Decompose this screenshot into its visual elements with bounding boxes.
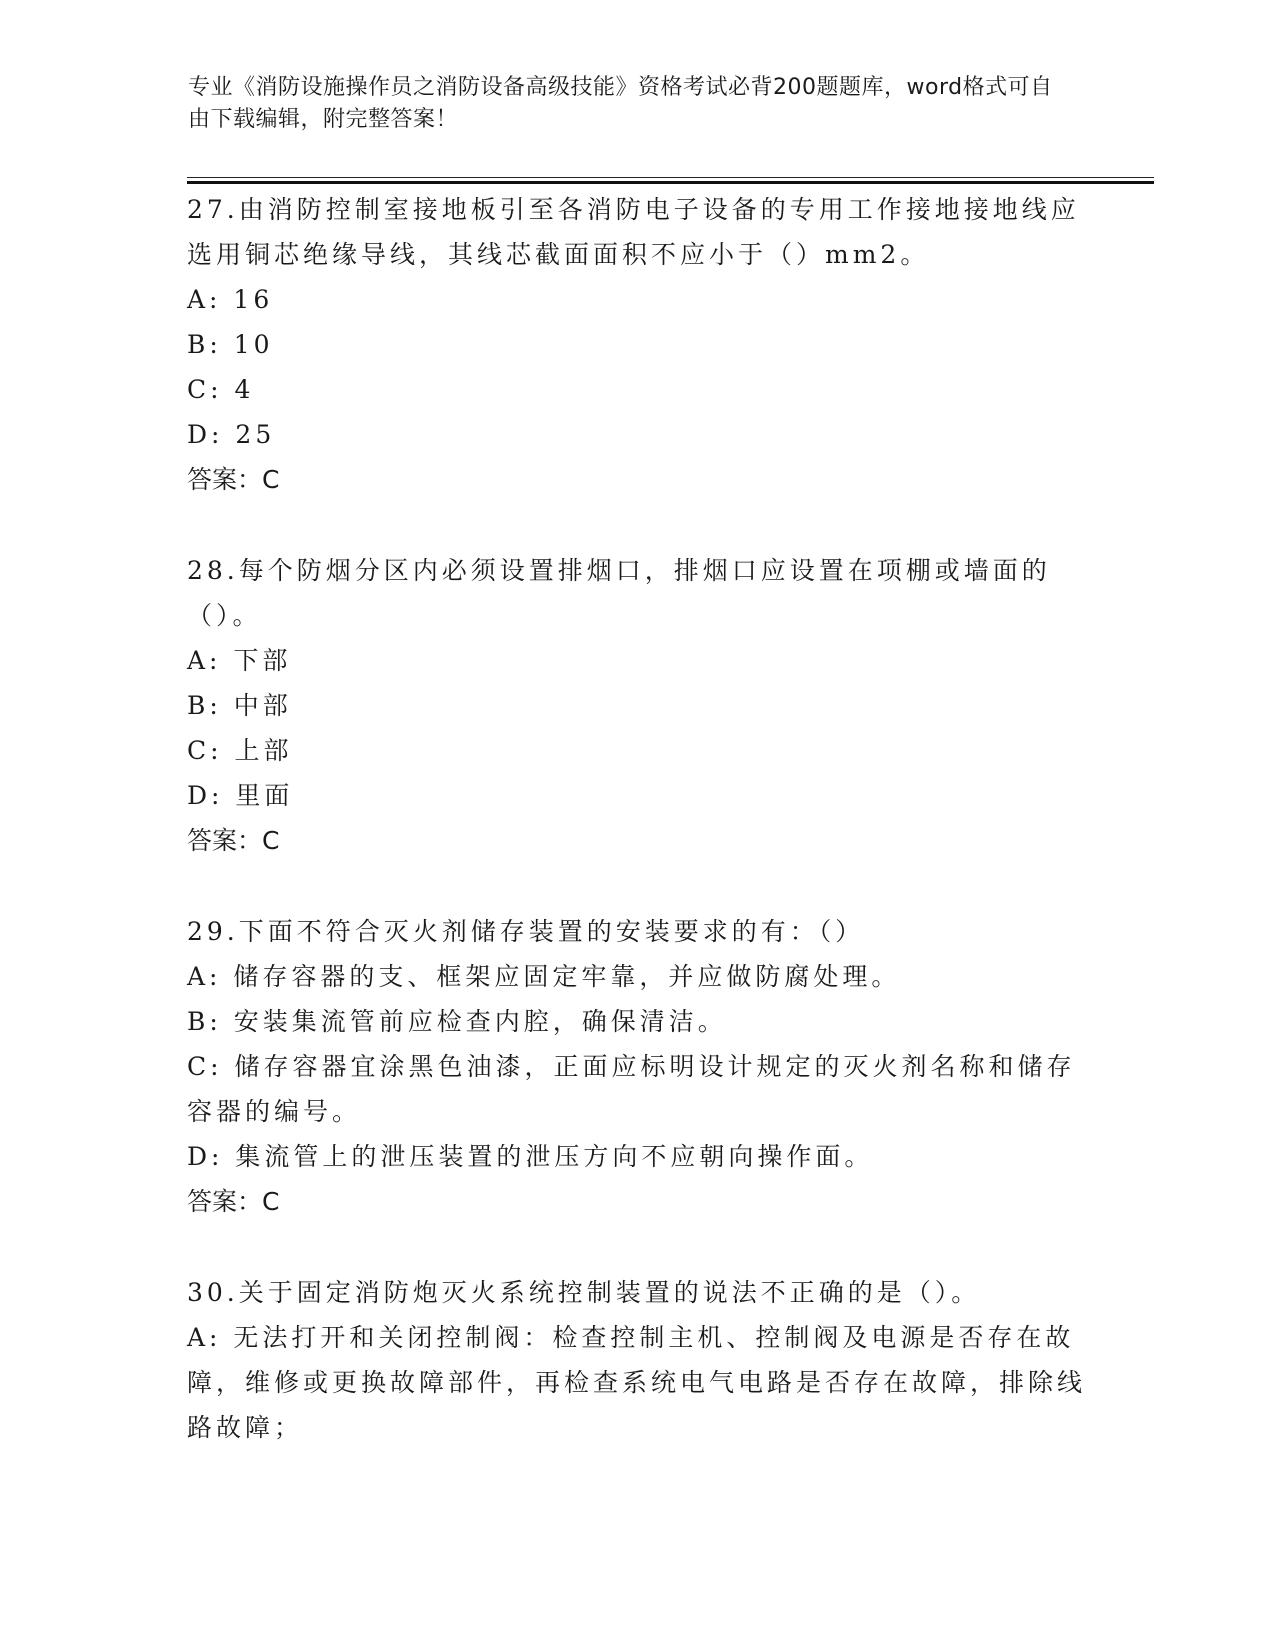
option-a: A: 下部: [187, 646, 292, 675]
option-b: B: 10: [187, 330, 274, 359]
answer: 答案：C: [187, 826, 280, 855]
option-c: C: 储存容器宜涂黑色油漆，正面应标明设计规定的灭火剂名称和储存容器的编号。: [187, 1052, 1076, 1126]
option-d: D: 里面: [187, 781, 294, 810]
question-text: 27.由消防控制室接地板引至各消防电子设备的专用工作接地接地线应选用铜芯绝缘导线，其线芯截面面积不应小于（）mm2。: [187, 195, 1080, 269]
question-list: [187, 187, 1087, 1496]
header-divider-thick: [187, 181, 1154, 184]
option-a: A: 储存容器的支、框架应固定牢靠，并应做防腐处理。: [187, 962, 901, 991]
question-28: [187, 548, 1087, 863]
answer: 答案：C: [187, 465, 280, 494]
question-30: [187, 1270, 1087, 1450]
option-c: C: 上部: [187, 736, 293, 765]
question-text: 28.每个防烟分区内必须设置排烟口，排烟口应设置在项棚或墙面的（）。: [187, 556, 1051, 630]
header-divider-thin: [187, 177, 1154, 178]
document-header: 专业《消防设施操作员之消防设备高级技能》资格考试必背200题题库，word格式可自由下载编辑，附完整答案！: [188, 75, 1053, 132]
answer: 答案：C: [187, 1187, 280, 1216]
question-29: [187, 909, 1087, 1224]
option-d: D: 25: [187, 420, 276, 449]
option-c: C: 4: [187, 375, 255, 404]
question-27: [187, 187, 1087, 502]
question-text: 29.下面不符合灭火剂储存装置的安装要求的有：（）: [187, 917, 865, 946]
option-a: A: 无法打开和关闭控制阀：检查控制主机、控制阀及电源是否存在故障，维修或更换故障部件，再检查系统电气电路是否存在故障，排除线路故障；: [187, 1323, 1087, 1442]
option-b: B: 安装集流管前应检查内腔，确保清洁。: [187, 1007, 727, 1036]
option-d: D: 集流管上的泄压装置的泄压方向不应朝向操作面。: [187, 1142, 874, 1171]
option-b: B: 中部: [187, 691, 292, 720]
question-text: 30.关于固定消防炮灭火系统控制装置的说法不正确的是（）。: [187, 1278, 981, 1307]
option-a: A: 16: [187, 285, 274, 314]
